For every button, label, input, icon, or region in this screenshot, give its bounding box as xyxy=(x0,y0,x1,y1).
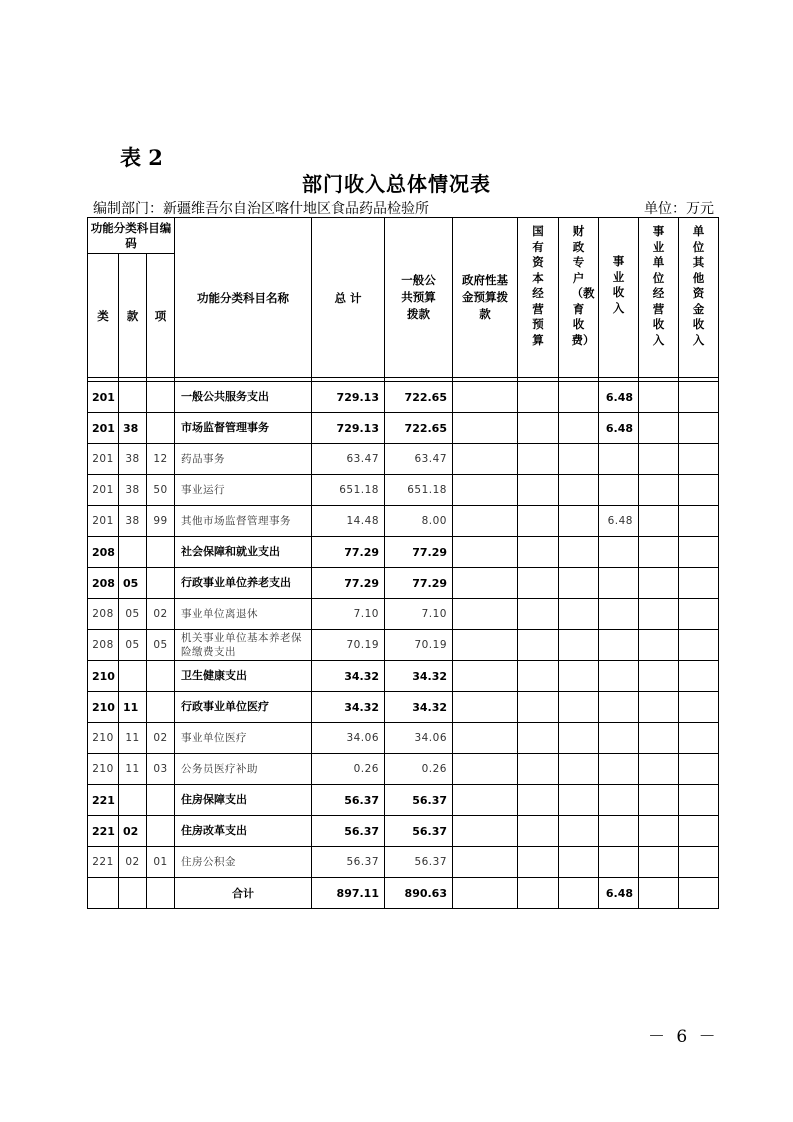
xiang-cell xyxy=(147,382,175,413)
name-cell: 行政事业单位养老支出 xyxy=(175,568,312,599)
kuan-cell: 11 xyxy=(119,692,147,723)
xiang-cell: 01 xyxy=(147,847,175,878)
kuan-cell xyxy=(119,537,147,568)
lei-cell: 201 xyxy=(88,506,119,537)
other-funds-cell xyxy=(679,382,719,413)
total-cell: 56.37 xyxy=(312,816,385,847)
total-cell: 77.29 xyxy=(312,537,385,568)
xiang-cell: 99 xyxy=(147,506,175,537)
state-capital-cell xyxy=(518,506,559,537)
state-capital-cell xyxy=(518,723,559,754)
table-rows xyxy=(88,382,719,878)
business-income-cell: 6.48 xyxy=(599,506,639,537)
other-funds-cell xyxy=(679,475,719,506)
xiang-cell xyxy=(147,568,175,599)
table-row xyxy=(88,723,719,754)
business-income-cell xyxy=(599,599,639,630)
fiscal-special-cell xyxy=(559,816,599,847)
unit-operating-cell xyxy=(639,723,679,754)
gov-fund-cell xyxy=(453,723,518,754)
general-budget-cell: 77.29 xyxy=(385,537,453,568)
kuan-cell: 11 xyxy=(119,723,147,754)
unit-operating-cell xyxy=(639,475,679,506)
total-cell: 63.47 xyxy=(312,444,385,475)
fiscal-special-cell xyxy=(559,692,599,723)
table-row xyxy=(88,475,719,506)
header-lei: 类 xyxy=(88,254,119,378)
table-row xyxy=(88,444,719,475)
business-income-cell xyxy=(599,723,639,754)
gov-fund-cell xyxy=(453,847,518,878)
table-row xyxy=(88,785,719,816)
business-income-cell xyxy=(599,568,639,599)
other-funds-cell xyxy=(679,847,719,878)
gov-fund-cell xyxy=(453,537,518,568)
page-number: － 6 － xyxy=(648,1027,719,1047)
fiscal-special-cell xyxy=(559,475,599,506)
lei-cell: 201 xyxy=(88,444,119,475)
unit-operating-cell xyxy=(639,413,679,444)
kuan-cell: 38 xyxy=(119,475,147,506)
gov-fund-cell xyxy=(453,816,518,847)
business-income-cell xyxy=(599,661,639,692)
fiscal-special-cell xyxy=(559,568,599,599)
header-business-income: 事业收入 xyxy=(599,218,639,378)
unit-label: 单位：万元 xyxy=(644,201,714,217)
name-cell: 药品事务 xyxy=(175,444,312,475)
other-funds-cell xyxy=(679,506,719,537)
gov-fund-cell xyxy=(453,599,518,630)
general-budget-cell: 63.47 xyxy=(385,444,453,475)
state-capital-cell xyxy=(518,754,559,785)
lei-cell: 208 xyxy=(88,568,119,599)
other-funds-cell xyxy=(679,661,719,692)
business-income-cell xyxy=(599,816,639,847)
other-funds-cell xyxy=(679,537,719,568)
unit-operating-cell xyxy=(639,506,679,537)
kuan-cell xyxy=(119,661,147,692)
gov-fund-cell xyxy=(453,568,518,599)
unit-operating-cell xyxy=(639,599,679,630)
xiang-cell xyxy=(147,816,175,847)
kuan-cell xyxy=(119,382,147,413)
lei-cell: 201 xyxy=(88,382,119,413)
state-capital-cell xyxy=(518,599,559,630)
state-capital-cell xyxy=(518,413,559,444)
unit-operating-cell xyxy=(639,382,679,413)
xiang-cell xyxy=(147,692,175,723)
name-cell: 市场监督管理事务 xyxy=(175,413,312,444)
fiscal-special-cell xyxy=(559,630,599,661)
header-state-capital: 国有资本经营预算 xyxy=(518,218,559,378)
gov-fund-cell xyxy=(453,444,518,475)
general-budget-cell: 0.26 xyxy=(385,754,453,785)
table-label: 表 2 xyxy=(120,145,163,170)
xiang-cell: 12 xyxy=(147,444,175,475)
xiang-cell: 02 xyxy=(147,599,175,630)
table-row xyxy=(88,661,719,692)
gov-fund-cell xyxy=(453,754,518,785)
fiscal-special-cell xyxy=(559,413,599,444)
state-capital-cell xyxy=(518,661,559,692)
state-capital-cell xyxy=(518,475,559,506)
other-funds-cell xyxy=(679,723,719,754)
unit-operating-cell xyxy=(639,444,679,475)
name-cell: 机关事业单位基本养老保险缴费支出 xyxy=(175,630,312,661)
fiscal-special-cell xyxy=(559,537,599,568)
state-capital-cell xyxy=(518,692,559,723)
fiscal-special-cell xyxy=(559,444,599,475)
table-row xyxy=(88,506,719,537)
general-budget-cell: 722.65 xyxy=(385,382,453,413)
unit-operating-cell xyxy=(639,692,679,723)
name-cell: 住房公积金 xyxy=(175,847,312,878)
gov-fund-cell xyxy=(453,413,518,444)
table-row xyxy=(88,847,719,878)
general-budget-cell: 34.32 xyxy=(385,661,453,692)
page-title: 部门收入总体情况表 xyxy=(302,172,491,196)
name-cell: 一般公共服务支出 xyxy=(175,382,312,413)
name-cell: 社会保障和就业支出 xyxy=(175,537,312,568)
general-budget-cell: 651.18 xyxy=(385,475,453,506)
header-fiscal-special: 财政专户（教育收费） xyxy=(559,218,599,378)
general-budget-cell: 70.19 xyxy=(385,630,453,661)
kuan-cell: 05 xyxy=(119,568,147,599)
lei-cell: 208 xyxy=(88,599,119,630)
unit-operating-cell xyxy=(639,661,679,692)
unit-operating-cell xyxy=(639,630,679,661)
xiang-cell xyxy=(147,537,175,568)
general-budget-cell: 7.10 xyxy=(385,599,453,630)
business-income-cell: 6.48 xyxy=(599,382,639,413)
name-cell: 其他市场监督管理事务 xyxy=(175,506,312,537)
other-funds-cell xyxy=(679,692,719,723)
total-cell: 729.13 xyxy=(312,413,385,444)
general-budget-cell: 34.32 xyxy=(385,692,453,723)
header-xiang: 项 xyxy=(147,254,175,378)
unit-operating-cell xyxy=(639,816,679,847)
unit-operating-cell xyxy=(639,568,679,599)
state-capital-cell xyxy=(518,537,559,568)
gov-fund-cell xyxy=(453,785,518,816)
table-row xyxy=(88,630,719,661)
general-budget-cell: 56.37 xyxy=(385,816,453,847)
header-other-funds: 单位其他资金收入 xyxy=(679,218,719,378)
kuan-cell xyxy=(119,785,147,816)
gov-fund-cell xyxy=(453,506,518,537)
gov-fund-cell xyxy=(453,382,518,413)
state-capital-cell xyxy=(518,816,559,847)
total-business: 6.48 xyxy=(599,878,639,909)
xiang-cell: 05 xyxy=(147,630,175,661)
business-income-cell xyxy=(599,444,639,475)
name-cell: 事业单位离退休 xyxy=(175,599,312,630)
fiscal-special-cell xyxy=(559,723,599,754)
meta-row xyxy=(93,198,714,218)
total-cell: 729.13 xyxy=(312,382,385,413)
kuan-cell: 11 xyxy=(119,754,147,785)
table-row xyxy=(88,599,719,630)
lei-cell: 201 xyxy=(88,413,119,444)
name-cell: 事业单位医疗 xyxy=(175,723,312,754)
fiscal-special-cell xyxy=(559,847,599,878)
name-cell: 卫生健康支出 xyxy=(175,661,312,692)
gov-fund-cell xyxy=(453,692,518,723)
general-budget-cell: 722.65 xyxy=(385,413,453,444)
general-budget-cell: 77.29 xyxy=(385,568,453,599)
lei-cell: 221 xyxy=(88,816,119,847)
business-income-cell xyxy=(599,537,639,568)
business-income-cell xyxy=(599,475,639,506)
total-cell: 7.10 xyxy=(312,599,385,630)
state-capital-cell xyxy=(518,785,559,816)
fiscal-special-cell xyxy=(559,506,599,537)
lei-cell: 208 xyxy=(88,630,119,661)
business-income-cell: 6.48 xyxy=(599,413,639,444)
general-budget-cell: 34.06 xyxy=(385,723,453,754)
other-funds-cell xyxy=(679,568,719,599)
table-header xyxy=(88,218,719,378)
business-income-cell xyxy=(599,785,639,816)
header-gov-fund: 政府性基金预算拨款 xyxy=(453,218,518,378)
kuan-cell: 38 xyxy=(119,506,147,537)
table-row xyxy=(88,413,719,444)
other-funds-cell xyxy=(679,599,719,630)
fiscal-special-cell xyxy=(559,599,599,630)
other-funds-cell xyxy=(679,816,719,847)
total-cell: 14.48 xyxy=(312,506,385,537)
header-code-group: 功能分类科目编码 xyxy=(88,218,175,254)
other-funds-cell xyxy=(679,630,719,661)
total-cell: 77.29 xyxy=(312,568,385,599)
kuan-cell: 02 xyxy=(119,847,147,878)
name-cell: 行政事业单位医疗 xyxy=(175,692,312,723)
other-funds-cell xyxy=(679,785,719,816)
total-cell: 70.19 xyxy=(312,630,385,661)
total-cell: 0.26 xyxy=(312,754,385,785)
fiscal-special-cell xyxy=(559,754,599,785)
kuan-cell: 05 xyxy=(119,599,147,630)
table-row xyxy=(88,382,719,413)
total-general: 890.63 xyxy=(385,878,453,909)
name-cell: 住房改革支出 xyxy=(175,816,312,847)
lei-cell: 210 xyxy=(88,692,119,723)
state-capital-cell xyxy=(518,444,559,475)
state-capital-cell xyxy=(518,847,559,878)
department-label: 编制部门：新疆维吾尔自治区喀什地区食品药品检验所 xyxy=(93,201,429,217)
business-income-cell xyxy=(599,630,639,661)
other-funds-cell xyxy=(679,754,719,785)
total-cell: 56.37 xyxy=(312,847,385,878)
xiang-cell xyxy=(147,413,175,444)
xiang-cell: 03 xyxy=(147,754,175,785)
unit-operating-cell xyxy=(639,537,679,568)
business-income-cell xyxy=(599,754,639,785)
other-funds-cell xyxy=(679,413,719,444)
general-budget-cell: 56.37 xyxy=(385,847,453,878)
header-name: 功能分类科目名称 xyxy=(175,218,312,378)
table-row xyxy=(88,754,719,785)
lei-cell: 210 xyxy=(88,661,119,692)
business-income-cell xyxy=(599,692,639,723)
total-cell: 34.32 xyxy=(312,661,385,692)
state-capital-cell xyxy=(518,382,559,413)
table-row xyxy=(88,816,719,847)
lei-cell: 201 xyxy=(88,475,119,506)
xiang-cell: 02 xyxy=(147,723,175,754)
lei-cell: 221 xyxy=(88,847,119,878)
kuan-cell: 38 xyxy=(119,413,147,444)
other-funds-cell xyxy=(679,444,719,475)
lei-cell: 208 xyxy=(88,537,119,568)
income-table xyxy=(87,217,719,909)
header-unit-operating: 事业单位经营收入 xyxy=(639,218,679,378)
header-general-budget: 一般公共预算拨款 xyxy=(385,218,453,378)
header-kuan: 款 xyxy=(119,254,147,378)
total-cell: 34.32 xyxy=(312,692,385,723)
name-cell: 住房保障支出 xyxy=(175,785,312,816)
kuan-cell: 05 xyxy=(119,630,147,661)
gov-fund-cell xyxy=(453,661,518,692)
name-cell: 事业运行 xyxy=(175,475,312,506)
total-amount: 897.11 xyxy=(312,878,385,909)
lei-cell: 221 xyxy=(88,785,119,816)
lei-cell: 210 xyxy=(88,754,119,785)
unit-operating-cell xyxy=(639,754,679,785)
gov-fund-cell xyxy=(453,475,518,506)
kuan-cell: 02 xyxy=(119,816,147,847)
fiscal-special-cell xyxy=(559,785,599,816)
lei-cell: 210 xyxy=(88,723,119,754)
total-row xyxy=(88,878,719,909)
name-cell: 公务员医疗补助 xyxy=(175,754,312,785)
gov-fund-cell xyxy=(453,630,518,661)
total-cell: 34.06 xyxy=(312,723,385,754)
xiang-cell xyxy=(147,785,175,816)
unit-operating-cell xyxy=(639,785,679,816)
kuan-cell: 38 xyxy=(119,444,147,475)
table-row xyxy=(88,568,719,599)
state-capital-cell xyxy=(518,568,559,599)
total-label: 合计 xyxy=(175,878,312,909)
business-income-cell xyxy=(599,847,639,878)
table-row xyxy=(88,692,719,723)
fiscal-special-cell xyxy=(559,661,599,692)
total-cell: 56.37 xyxy=(312,785,385,816)
total-cell: 651.18 xyxy=(312,475,385,506)
xiang-cell xyxy=(147,661,175,692)
header-total: 总 计 xyxy=(312,218,385,378)
state-capital-cell xyxy=(518,630,559,661)
general-budget-cell: 8.00 xyxy=(385,506,453,537)
unit-operating-cell xyxy=(639,847,679,878)
general-budget-cell: 56.37 xyxy=(385,785,453,816)
table-row xyxy=(88,537,719,568)
fiscal-special-cell xyxy=(559,382,599,413)
xiang-cell: 50 xyxy=(147,475,175,506)
